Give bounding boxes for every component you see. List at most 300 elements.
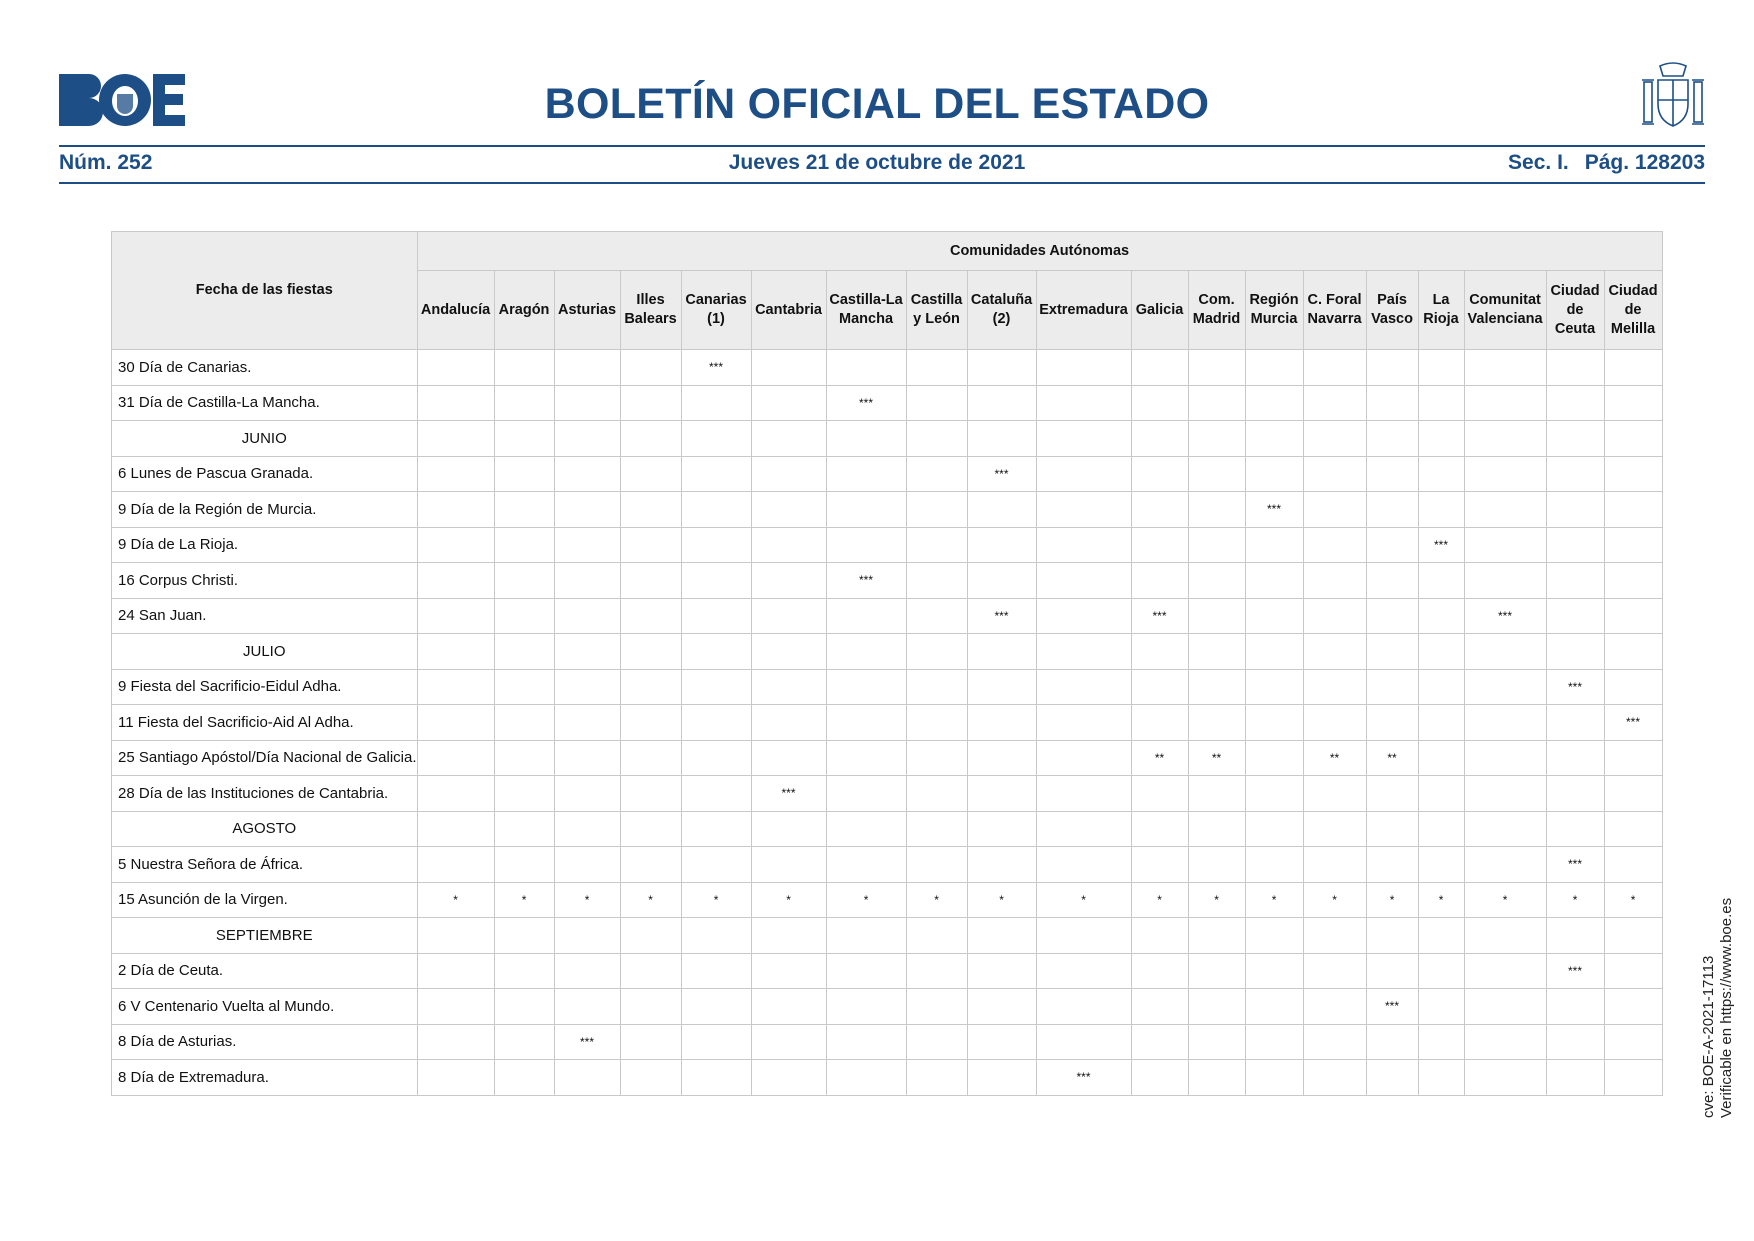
mark-cell <box>906 1024 967 1060</box>
holiday-row <box>112 847 1663 883</box>
mark-cell <box>1464 385 1546 421</box>
mark-cell <box>554 705 620 741</box>
mark-cell <box>494 634 554 670</box>
mark-cell <box>620 1024 681 1060</box>
mark-cell <box>967 421 1036 457</box>
mark-cell: * <box>1303 882 1366 918</box>
holiday-label: 2 Día de Ceuta. <box>112 953 418 989</box>
mark-cell <box>681 989 751 1025</box>
mark-cell <box>1303 705 1366 741</box>
mark-cell <box>681 669 751 705</box>
mark-cell <box>826 918 906 954</box>
mark-cell <box>1418 811 1464 847</box>
mark-cell: *** <box>1131 598 1188 634</box>
mark-cell <box>494 421 554 457</box>
mark-cell <box>620 1060 681 1096</box>
mark-cell <box>620 705 681 741</box>
mark-cell <box>417 634 494 670</box>
mark-cell <box>1131 385 1188 421</box>
mark-cell <box>417 953 494 989</box>
community-header-line: Ciudad <box>1550 282 1600 299</box>
mark-cell <box>417 527 494 563</box>
mark-cell <box>1366 1060 1418 1096</box>
mark-cell <box>1245 350 1303 386</box>
mark-cell <box>1303 563 1366 599</box>
mark-cell <box>1418 669 1464 705</box>
mark-cell <box>681 705 751 741</box>
community-header-line: Aragón <box>498 301 550 318</box>
mark-cell <box>1303 598 1366 634</box>
mark-cell <box>1188 953 1245 989</box>
mark-cell: *** <box>1464 598 1546 634</box>
mark-cell: *** <box>1245 492 1303 528</box>
mark-cell <box>967 847 1036 883</box>
mark-cell <box>417 456 494 492</box>
mark-cell <box>751 456 826 492</box>
mark-cell: * <box>417 882 494 918</box>
mark-cell <box>620 456 681 492</box>
mark-cell <box>906 563 967 599</box>
holiday-label: 6 Lunes de Pascua Granada. <box>112 456 418 492</box>
mark-cell <box>1303 847 1366 883</box>
mark-cell <box>417 847 494 883</box>
community-header <box>417 271 494 350</box>
holiday-row <box>112 492 1663 528</box>
community-header <box>967 271 1036 350</box>
mark-cell <box>1546 1060 1604 1096</box>
holiday-row <box>112 456 1663 492</box>
mark-cell <box>906 953 967 989</box>
community-header-line: Castilla <box>910 292 963 308</box>
mark-cell <box>1131 492 1188 528</box>
mark-cell <box>620 421 681 457</box>
mark-cell <box>751 421 826 457</box>
mark-cell <box>554 421 620 457</box>
mark-cell <box>1245 385 1303 421</box>
mark-cell <box>1366 847 1418 883</box>
mark-cell <box>967 563 1036 599</box>
mark-cell <box>1036 918 1131 954</box>
community-header <box>1366 271 1418 350</box>
mark-cell <box>1131 1024 1188 1060</box>
mark-cell <box>554 989 620 1025</box>
mark-cell <box>554 598 620 634</box>
mark-cell <box>1245 598 1303 634</box>
holiday-row <box>112 705 1663 741</box>
mark-cell <box>1464 705 1546 741</box>
mark-cell <box>906 492 967 528</box>
community-header-line: Cataluña <box>970 292 1033 308</box>
mark-cell <box>1546 1024 1604 1060</box>
date-column-header: Fecha de las fiestas <box>112 232 418 350</box>
mark-cell <box>826 527 906 563</box>
mark-cell <box>417 421 494 457</box>
mark-cell: * <box>681 882 751 918</box>
mark-cell <box>1303 634 1366 670</box>
mark-cell <box>1036 811 1131 847</box>
mark-cell <box>1131 989 1188 1025</box>
mark-cell <box>1546 385 1604 421</box>
community-header <box>554 271 620 350</box>
mark-cell <box>1245 918 1303 954</box>
community-header <box>1418 271 1464 350</box>
mark-cell <box>1546 634 1604 670</box>
mark-cell <box>620 563 681 599</box>
mark-cell <box>1418 953 1464 989</box>
mark-cell <box>1188 705 1245 741</box>
mark-cell <box>1303 456 1366 492</box>
mark-cell <box>826 705 906 741</box>
mark-cell <box>494 563 554 599</box>
holiday-row <box>112 882 1663 918</box>
holiday-row <box>112 350 1663 386</box>
community-header-line: Rioja <box>1423 311 1459 327</box>
mark-cell <box>1245 669 1303 705</box>
mark-cell: *** <box>554 1024 620 1060</box>
month-row <box>112 421 1663 457</box>
holiday-row <box>112 953 1663 989</box>
mark-cell <box>554 776 620 812</box>
mark-cell <box>620 989 681 1025</box>
mark-cell <box>906 421 967 457</box>
mark-cell <box>1546 598 1604 634</box>
mark-cell <box>967 634 1036 670</box>
mark-cell: *** <box>1036 1060 1131 1096</box>
mark-cell <box>1036 669 1131 705</box>
holidays-table <box>111 231 1663 1096</box>
mark-cell <box>494 350 554 386</box>
mark-cell <box>1418 847 1464 883</box>
mark-cell <box>751 669 826 705</box>
mark-cell <box>1366 953 1418 989</box>
mark-cell: * <box>1418 882 1464 918</box>
holiday-row <box>112 563 1663 599</box>
mark-cell: *** <box>1366 989 1418 1025</box>
mark-cell <box>826 811 906 847</box>
community-header <box>1188 271 1245 350</box>
mark-cell <box>1303 811 1366 847</box>
mark-cell <box>906 669 967 705</box>
mark-cell <box>751 634 826 670</box>
mark-cell <box>1188 492 1245 528</box>
mark-cell <box>554 669 620 705</box>
mark-cell <box>906 456 967 492</box>
mark-cell <box>1418 598 1464 634</box>
mark-cell <box>494 456 554 492</box>
community-header-line: Cantabria <box>755 301 822 318</box>
mark-cell <box>1303 669 1366 705</box>
mark-cell <box>417 918 494 954</box>
mark-cell <box>620 918 681 954</box>
mark-cell <box>1245 989 1303 1025</box>
mark-cell <box>554 350 620 386</box>
community-header-line: Galicia <box>1135 301 1184 318</box>
mark-cell <box>494 527 554 563</box>
community-header-line: La <box>1432 292 1450 308</box>
mark-cell <box>967 385 1036 421</box>
mark-cell <box>906 776 967 812</box>
mark-cell <box>906 527 967 563</box>
holiday-row <box>112 385 1663 421</box>
mark-cell <box>826 776 906 812</box>
mark-cell <box>681 634 751 670</box>
mark-cell <box>1418 350 1464 386</box>
mark-cell <box>826 598 906 634</box>
holiday-row <box>112 1024 1663 1060</box>
mark-cell <box>554 385 620 421</box>
mark-cell <box>1604 456 1662 492</box>
mark-cell <box>751 740 826 776</box>
mark-cell <box>1245 953 1303 989</box>
month-label: AGOSTO <box>112 811 418 847</box>
mark-cell <box>1188 598 1245 634</box>
mark-cell <box>1188 776 1245 812</box>
mark-cell <box>751 598 826 634</box>
mark-cell <box>1464 989 1546 1025</box>
month-label: JULIO <box>112 634 418 670</box>
mark-cell <box>1303 527 1366 563</box>
month-label: JUNIO <box>112 421 418 457</box>
mark-cell <box>1131 1060 1188 1096</box>
holiday-label: 11 Fiesta del Sacrificio-Aid Al Adha. <box>112 705 418 741</box>
mark-cell <box>554 740 620 776</box>
mark-cell <box>494 989 554 1025</box>
holiday-row <box>112 598 1663 634</box>
mark-cell <box>681 421 751 457</box>
community-header-line: Mancha <box>839 311 894 327</box>
mark-cell <box>751 1024 826 1060</box>
holiday-label: 9 Fiesta del Sacrificio-Eidul Adha. <box>112 669 418 705</box>
community-header-line: Valenciana <box>1467 311 1543 327</box>
holiday-row <box>112 776 1663 812</box>
mark-cell: ** <box>1188 740 1245 776</box>
mark-cell <box>554 456 620 492</box>
community-header-line: Melilla <box>1610 320 1656 337</box>
mark-cell <box>1418 740 1464 776</box>
mark-cell: * <box>751 882 826 918</box>
mark-cell <box>751 953 826 989</box>
mark-cell <box>1418 989 1464 1025</box>
header-rule-top <box>59 145 1705 147</box>
mark-cell <box>1604 634 1662 670</box>
mark-cell <box>1546 811 1604 847</box>
mark-cell <box>967 492 1036 528</box>
mark-cell <box>1418 421 1464 457</box>
mark-cell <box>967 953 1036 989</box>
mark-cell <box>1245 705 1303 741</box>
community-header-line: Región <box>1249 292 1299 308</box>
mark-cell <box>1604 350 1662 386</box>
mark-cell <box>1604 847 1662 883</box>
mark-cell <box>1036 492 1131 528</box>
mark-cell <box>1464 456 1546 492</box>
mark-cell <box>620 776 681 812</box>
mark-cell <box>1188 847 1245 883</box>
mark-cell <box>1131 953 1188 989</box>
community-header-line: País <box>1377 292 1407 308</box>
mark-cell: * <box>826 882 906 918</box>
mark-cell <box>681 1024 751 1060</box>
mark-cell <box>967 705 1036 741</box>
mark-cell <box>826 669 906 705</box>
mark-cell <box>906 634 967 670</box>
mark-cell <box>826 1060 906 1096</box>
mark-cell <box>967 350 1036 386</box>
mark-cell <box>1131 776 1188 812</box>
mark-cell <box>1604 1060 1662 1096</box>
section-page <box>1508 151 1705 175</box>
mark-cell <box>1546 705 1604 741</box>
mark-cell <box>967 989 1036 1025</box>
mark-cell <box>967 1060 1036 1096</box>
mark-cell <box>826 492 906 528</box>
mark-cell <box>1303 776 1366 812</box>
mark-cell <box>1604 740 1662 776</box>
mark-cell <box>1188 989 1245 1025</box>
mark-cell <box>620 527 681 563</box>
holiday-label: 6 V Centenario Vuelta al Mundo. <box>112 989 418 1025</box>
mark-cell <box>1188 456 1245 492</box>
mark-cell <box>1245 776 1303 812</box>
mark-cell <box>1418 1060 1464 1096</box>
month-row <box>112 634 1663 670</box>
mark-cell <box>1036 563 1131 599</box>
community-header-line: Vasco <box>1371 311 1413 327</box>
mark-cell <box>681 456 751 492</box>
mark-cell <box>554 1060 620 1096</box>
mark-cell <box>1604 492 1662 528</box>
mark-cell <box>1418 563 1464 599</box>
holiday-label: 16 Corpus Christi. <box>112 563 418 599</box>
holiday-row <box>112 989 1663 1025</box>
mark-cell <box>494 740 554 776</box>
mark-cell <box>1188 918 1245 954</box>
mark-cell <box>1604 527 1662 563</box>
mark-cell <box>1245 740 1303 776</box>
mark-cell <box>1366 811 1418 847</box>
mark-cell <box>1188 811 1245 847</box>
mark-cell <box>681 776 751 812</box>
communities-group-header: Comunidades Autónomas <box>417 232 1662 271</box>
mark-cell <box>494 918 554 954</box>
mark-cell <box>681 527 751 563</box>
mark-cell <box>1464 669 1546 705</box>
holiday-label: 9 Día de la Región de Murcia. <box>112 492 418 528</box>
mark-cell <box>751 527 826 563</box>
mark-cell: * <box>1546 882 1604 918</box>
mark-cell <box>417 811 494 847</box>
mark-cell <box>417 1024 494 1060</box>
mark-cell <box>1188 563 1245 599</box>
mark-cell <box>1131 563 1188 599</box>
mark-cell <box>1464 634 1546 670</box>
mark-cell <box>1131 918 1188 954</box>
mark-cell: *** <box>1546 953 1604 989</box>
mark-cell: * <box>554 882 620 918</box>
mark-cell <box>1036 527 1131 563</box>
mark-cell <box>967 1024 1036 1060</box>
community-header-line: Illes <box>636 292 665 308</box>
mark-cell: * <box>1366 882 1418 918</box>
mark-cell <box>751 811 826 847</box>
community-header <box>681 271 751 350</box>
mark-cell <box>1604 989 1662 1025</box>
holiday-label: 15 Asunción de la Virgen. <box>112 882 418 918</box>
mark-cell <box>1131 847 1188 883</box>
mark-cell <box>967 918 1036 954</box>
mark-cell <box>1464 918 1546 954</box>
mark-cell: * <box>1245 882 1303 918</box>
mark-cell <box>1464 1060 1546 1096</box>
mark-cell <box>417 740 494 776</box>
mark-cell <box>1131 456 1188 492</box>
mark-cell <box>554 527 620 563</box>
verification-note <box>1700 778 1736 1118</box>
mark-cell <box>417 563 494 599</box>
mark-cell <box>1036 598 1131 634</box>
mark-cell <box>417 1060 494 1096</box>
mark-cell: ** <box>1131 740 1188 776</box>
mark-cell <box>1366 634 1418 670</box>
mark-cell <box>681 918 751 954</box>
mark-cell <box>1604 953 1662 989</box>
mark-cell <box>681 598 751 634</box>
community-header <box>1604 271 1662 350</box>
mark-cell <box>1131 811 1188 847</box>
mark-cell <box>1366 669 1418 705</box>
mark-cell <box>554 918 620 954</box>
mark-cell <box>1604 918 1662 954</box>
mark-cell <box>620 740 681 776</box>
mark-cell <box>1303 350 1366 386</box>
mark-cell <box>1464 953 1546 989</box>
mark-cell <box>1188 350 1245 386</box>
holiday-row <box>112 527 1663 563</box>
mark-cell <box>826 350 906 386</box>
holiday-label: 30 Día de Canarias. <box>112 350 418 386</box>
mark-cell <box>494 492 554 528</box>
mark-cell <box>1366 598 1418 634</box>
mark-cell <box>1464 740 1546 776</box>
mark-cell <box>906 811 967 847</box>
mark-cell <box>1604 669 1662 705</box>
mark-cell <box>620 669 681 705</box>
mark-cell <box>417 350 494 386</box>
month-label: SEPTIEMBRE <box>112 918 418 954</box>
mark-cell <box>826 634 906 670</box>
mark-cell <box>681 811 751 847</box>
mark-cell <box>681 1060 751 1096</box>
mark-cell <box>1546 492 1604 528</box>
mark-cell <box>417 705 494 741</box>
mark-cell <box>1188 527 1245 563</box>
mark-cell <box>1366 918 1418 954</box>
mark-cell: *** <box>1546 847 1604 883</box>
mark-cell <box>1464 421 1546 457</box>
community-header <box>906 271 967 350</box>
mark-cell <box>751 385 826 421</box>
mark-cell <box>1366 421 1418 457</box>
mark-cell <box>1366 492 1418 528</box>
mark-cell: * <box>494 882 554 918</box>
section-label: Sec. I. <box>1508 151 1569 174</box>
cve-code: cve: BOE-A-2021-17113 <box>1700 955 1717 1118</box>
mark-cell <box>1418 705 1464 741</box>
mark-cell <box>906 1060 967 1096</box>
mark-cell <box>906 989 967 1025</box>
mark-cell <box>681 563 751 599</box>
mark-cell <box>906 847 967 883</box>
